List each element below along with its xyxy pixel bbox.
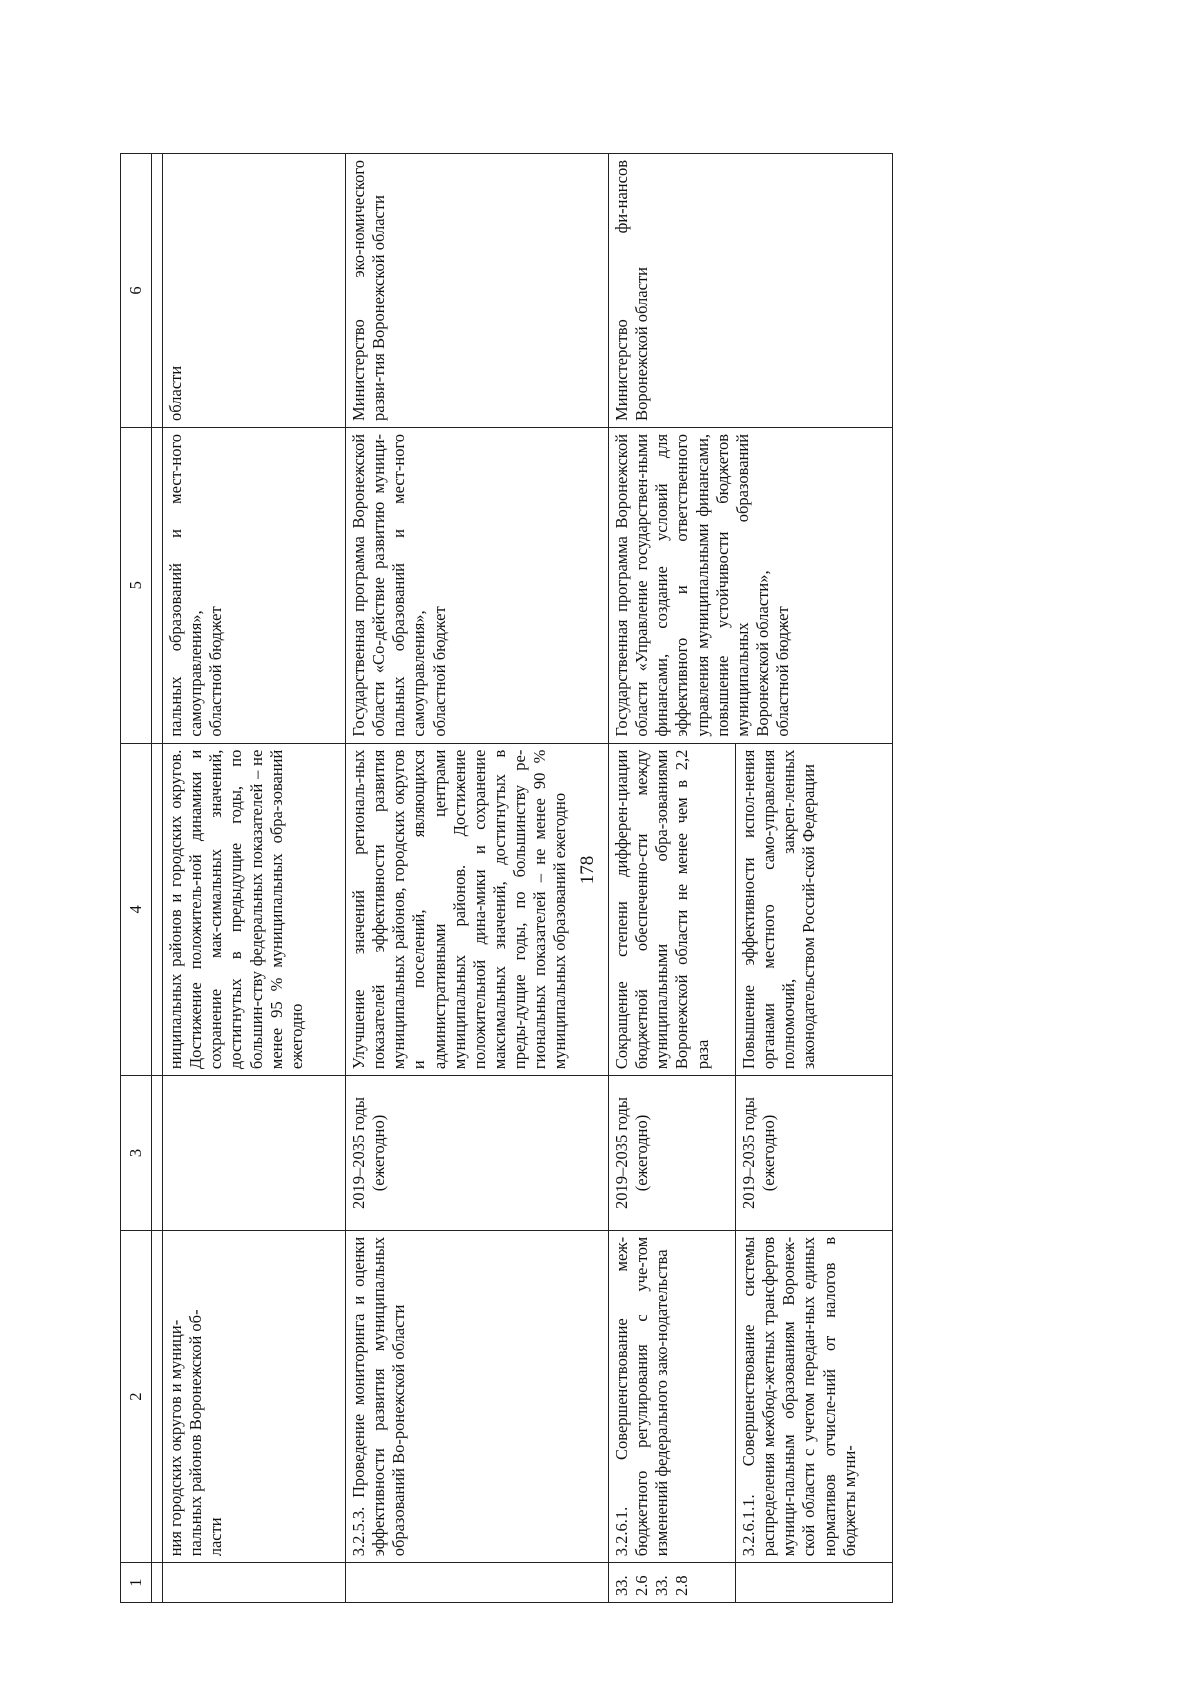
header-cell-4: 4 xyxy=(121,743,152,1075)
header-cell-3: 3 xyxy=(121,1076,152,1231)
document-table xyxy=(120,153,893,1603)
row-1-col-4: ниципальных районов и городских округов. Достижение положитель-ной динамики и сохранение мак-симальных значений, достигнутых в предыдущие годы, по большин-ству федеральных показателей – не менее 95 % муниципальных обра-зований ежегодно xyxy=(163,743,346,1075)
row-4-col-3: 2019–2035 годы (ежегодно) xyxy=(736,1076,893,1231)
header-row xyxy=(121,154,152,1603)
row-3-col-2: 3.2.6.1. Совершенствование меж-бюджетного регулирования с уче-том изменений федерального зако-нодательства xyxy=(609,1230,736,1562)
row-2-col-3: 2019–2035 годы (ежегодно) xyxy=(346,1076,609,1231)
row-3-col-3: 2019–2035 годы (ежегодно) xyxy=(609,1076,736,1231)
table-row xyxy=(346,154,609,1603)
header-cell-2: 2 xyxy=(121,1230,152,1562)
spacer-row xyxy=(152,154,163,1603)
row-2-col-5: Государственная программа Воронежской области «Со-действие развитию муници-пальных образований и мест-ного самоуправления», областной бюджет xyxy=(346,427,609,743)
row-1-col-5: пальных образований и мест-ного самоуправления», областной бюджет xyxy=(163,427,346,743)
row-3-col-4: Сокращение степени дифферен-циации бюджетной обеспеченно-сти между муниципальными обра-зованиями Воронежской области не менее чем в 2,2 раза xyxy=(609,743,736,1075)
header-cell-1: 1 xyxy=(121,1563,152,1603)
row-4-col-1 xyxy=(736,1563,893,1603)
row-1-col-1 xyxy=(163,1563,346,1603)
row-1-col-6: области xyxy=(163,154,346,428)
row-2-col-1 xyxy=(346,1563,609,1603)
row-3-col-1: 33.2.6 33.2.8 xyxy=(609,1563,736,1603)
row-2-col-4: Улучшение значений региональ-ных показателей эффективности развития муниципальных районов, городских округов и поселений, являющихся административными центрами муниципальных районов. Достижение положительной дина-мики и сохранение максимальных значений, достигнутых в преды-дущие годы, по большинству ре-гиональных показателей – не менее 90 % муниципальных образований ежегодно xyxy=(346,743,609,1075)
row-2-col-6: Министерство эко-номического разви-тия Воронежской области xyxy=(346,154,609,428)
table-row xyxy=(163,154,346,1603)
row-1-col-2: ния городских округов и муници- пальных районов Воронежской об- ласти xyxy=(163,1230,346,1562)
rotated-table-container xyxy=(120,153,1192,1603)
page-number: 178 xyxy=(577,855,598,885)
row-4-col-2: 3.2.6.1.1. Совершенствование системы распределения межбюд-жетных трансфертов муници-пальным образованиям Воронеж-ской области с учетом передан-ных единых нормативов отчисле-ний от налогов в бюджеты муни- xyxy=(736,1230,893,1562)
row-4-col-4: Повышение эффективности испол-нения органами местного само-управления полномочий, закреп-ленных законодательством Россий-ской Федерации xyxy=(736,743,893,1075)
header-cell-5: 5 xyxy=(121,427,152,743)
row-1-col-3 xyxy=(163,1076,346,1231)
table-row xyxy=(609,154,736,1603)
row-3-col-5: Государственная программа Воронежской области «Управление государствен-ными финансами, создание условий для эффективного и ответственного управления муниципальными финансами, повышение устойчивости бюджетов муниципальных образований Воронежской области», областной бюджет xyxy=(609,427,893,743)
header-cell-6: 6 xyxy=(121,154,152,428)
row-2-col-2: 3.2.5.3. Проведение мониторинга и оценки эффективности развития муниципальных образований Во-ронежской области xyxy=(346,1230,609,1562)
row-3-col-6: Министерство фи-нансов Воронежской области xyxy=(609,154,893,428)
